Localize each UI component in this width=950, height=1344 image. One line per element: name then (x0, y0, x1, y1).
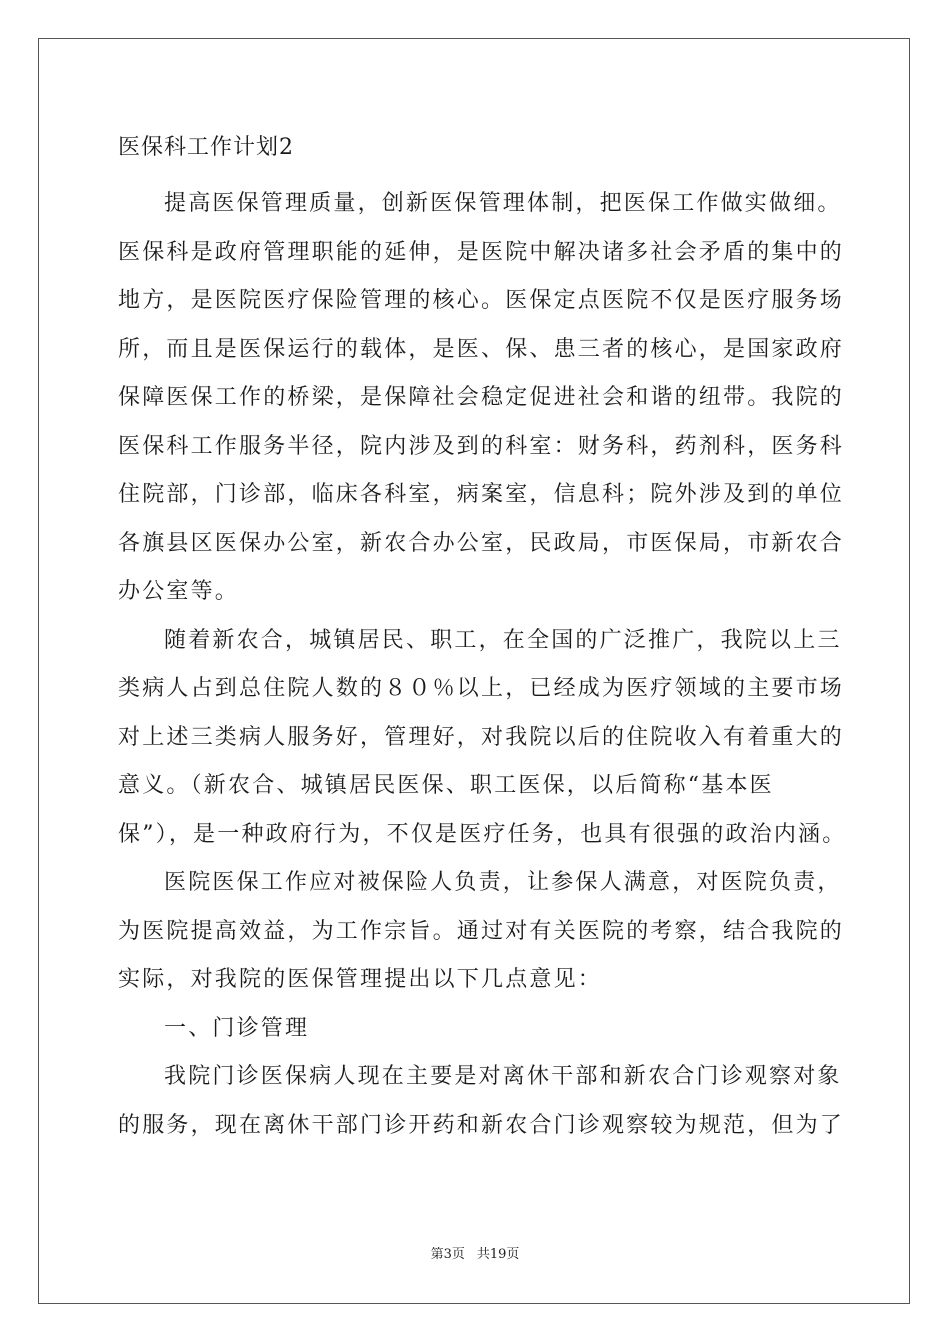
text-line: 保”），是一种政府行为，不仅是医疗任务，也具有很强的政治内涵。 (118, 821, 847, 847)
document-body (118, 128, 847, 1150)
text-line: 为医院提高效益，为工作宗旨。通过对有关医院的考察，结合我院的 (118, 918, 845, 944)
document-title: 医保科工作计划2 (118, 135, 294, 160)
text-line: 的服务，现在离休干部门诊开药和新农合门诊观察较为规范，但为了 (118, 1112, 845, 1138)
text-line: 随着新农合，城镇居民、职工，在全国的广泛推广，我院以上三 (164, 627, 842, 653)
page-number: 第3页 (430, 1247, 465, 1262)
text-line: 我院门诊医保病人现在主要是对离休干部和新农合门诊观察对象 (164, 1064, 842, 1089)
text-line: 医保科工作服务半径，院内涉及到的科室：财务科，药剂科，医务科 (118, 433, 845, 459)
text-line: 意义。（新农合、城镇居民医保、职工医保，以后简称“基本医 (118, 773, 774, 798)
text-line: 各旗县区医保办公室，新农合办公室，民政局，市医保局，市新农合 (118, 530, 845, 556)
text-line: 医院医保工作应对被保险人负责，让参保人满意，对医院负责， (164, 870, 842, 895)
text-line: 类病人占到总住院人数的８０％以上，已经成为医疗领域的主要市场 (118, 676, 845, 701)
text-line: 提高医保管理质量，创新医保管理体制，把医保工作做实做细。 (164, 191, 842, 216)
page-total: 共19页 (476, 1247, 520, 1262)
text-line: 医保科是政府管理职能的延伸，是医院中解决诸多社会矛盾的集中的 (118, 239, 845, 265)
text-line: 保障医保工作的桥梁，是保障社会稳定促进社会和谐的纽带。我院的 (118, 385, 845, 410)
text-line: 办公室等。 (118, 579, 240, 604)
text-line: 住院部，门诊部，临床各科室，病案室，信息科；院外涉及到的单位 (118, 482, 845, 507)
text-line: 一、门诊管理 (164, 1015, 310, 1041)
page-footer (0, 1246, 950, 1264)
text-line: 地方，是医院医疗保险管理的核心。医保定点医院不仅是医疗服务场 (118, 288, 845, 313)
text-line: 所，而且是医保运行的载体，是医、保、患三者的核心，是国家政府 (118, 336, 845, 362)
text-line: 实际，对我院的医保管理提出以下几点意见： (118, 967, 603, 992)
text-line: 对上述三类病人服务好，管理好，对我院以后的住院收入有着重大的 (118, 724, 845, 750)
paragraph-lines (118, 180, 847, 1150)
